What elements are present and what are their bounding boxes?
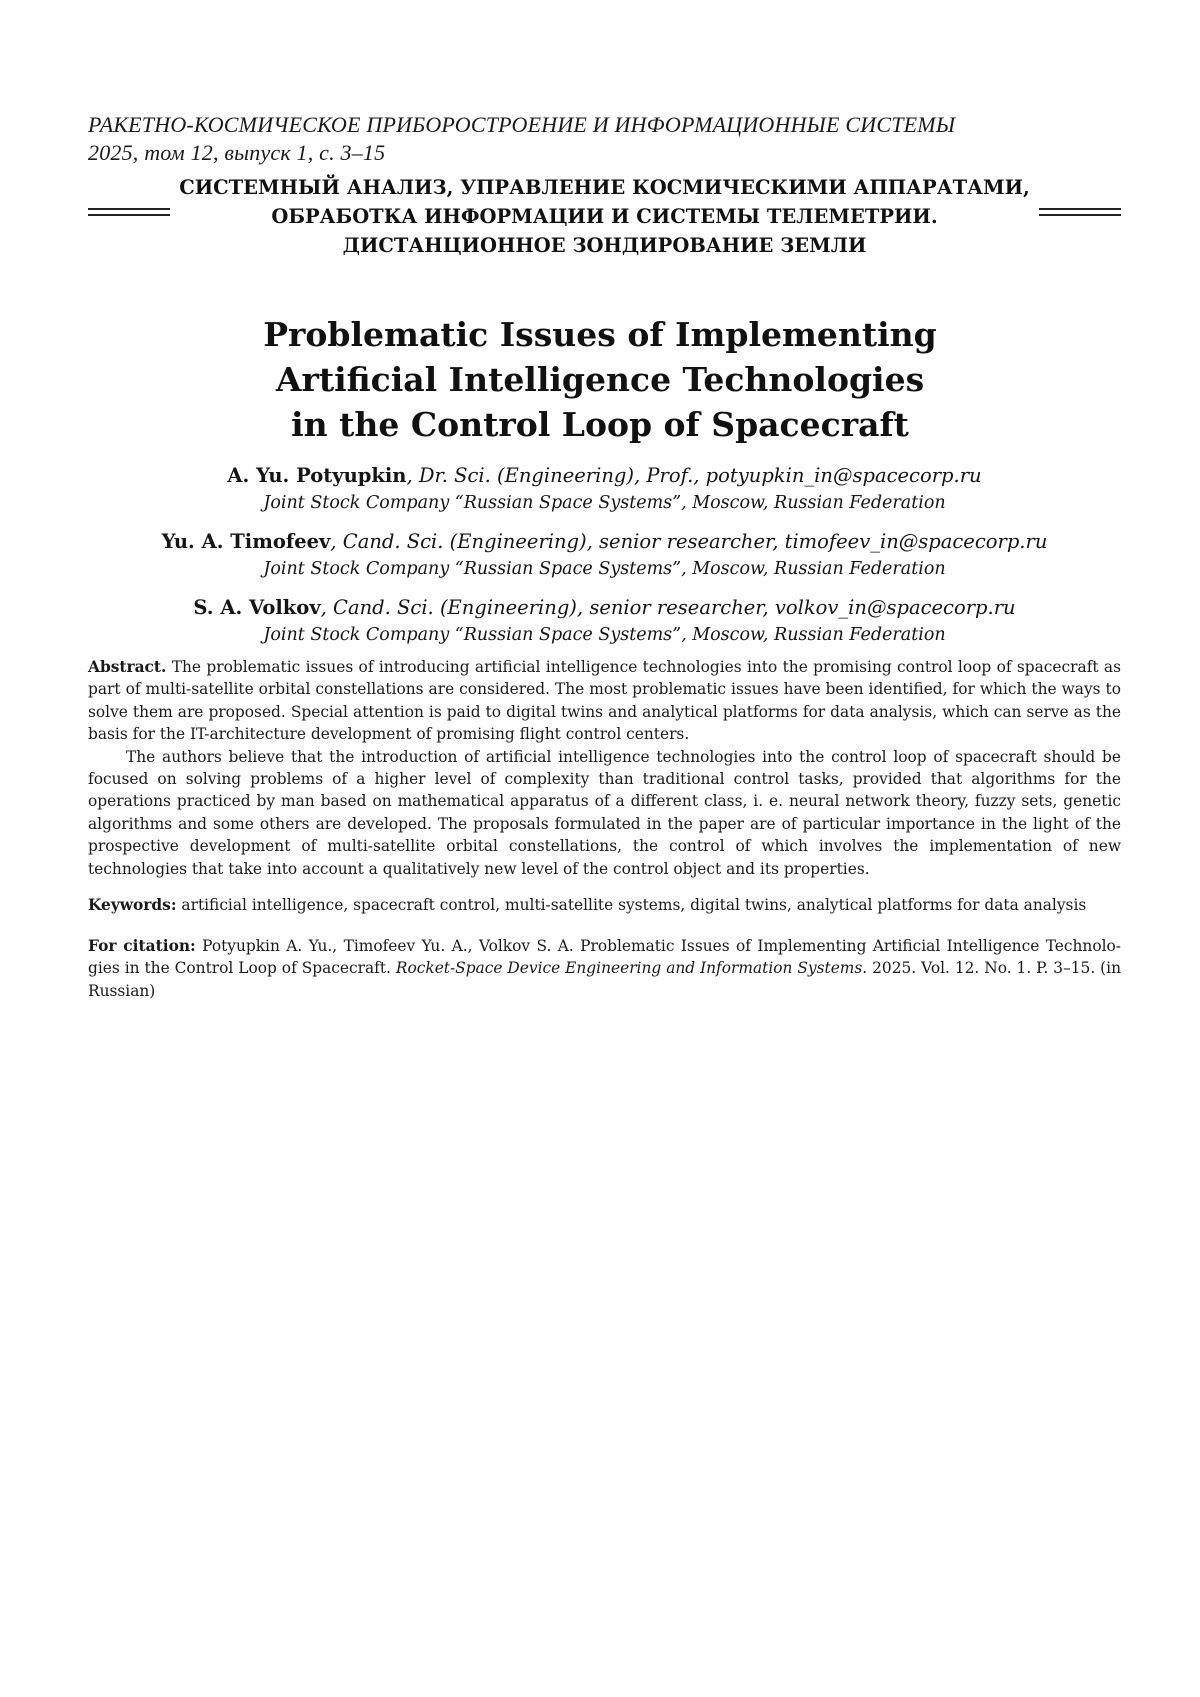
keywords-text: artificial intelligence, spacecraft control, multi-satellite systems, digital twins, analytical platforms for data analysis [176, 896, 1087, 914]
author-credentials: , Cand. Sci. (Engineering), senior researcher, timofeev_in@spacecorp.ru [330, 530, 1048, 553]
author-entry [88, 528, 1121, 582]
author-name: S. A. Volkov [193, 596, 321, 619]
citation-label: For citation: [88, 937, 196, 955]
author-line [88, 462, 1121, 490]
author-entry [88, 594, 1121, 648]
author-credentials: , Cand. Sci. (Engineering), senior researcher, volkov_in@spacecorp.ru [320, 596, 1016, 619]
double-rule-right [1039, 208, 1121, 216]
author-credentials: , Dr. Sci. (Engineering), Prof., potyupkin_in@spacecorp.ru [406, 464, 982, 487]
author-name: Yu. A. Timofeev [161, 530, 331, 553]
paper-title [160, 312, 1040, 447]
citation-details: . 2025. Vol. 12. No. 1. P. 3–15. (in Russian) [88, 959, 1121, 1000]
abstract-text: The problematic issues of introducing artificial intelligence technologies into the promising control loop of spacecraft as part of multi-satellite orbital constellations are considered. The most problematic issues have been identified, for which the ways to solve them are proposed. Special attention is paid to digital twins and analytical platforms for data analysis, which can serve as the basis for the IT-architecture development of promising flight control centers. [88, 658, 1121, 744]
abstract [88, 656, 1121, 880]
abstract-paragraph: The authors believe that the introduction of artificial intelligence technologies into the control loop of spacecraft should be focused on solving problems of a higher level of complexity than traditional control tasks, provided that algorithms for the operations practiced by man based on mathematical apparatus of a different class, i. e. neural network theory, fuzzy sets, genetic algorithms and some others are developed. The proposals formulated in the paper are of particular importance in the light of the prospective development of multi-satellite orbital constellations, the control of which involves the implementation of new technologies that take into account a qualitatively new level of the control object and its properties. [88, 747, 1121, 878]
title-line: in the Control Loop of Spacecraft [291, 405, 909, 444]
author-list [88, 462, 1121, 660]
section-heading-block [88, 173, 1121, 263]
journal-name: РАКЕТНО-КОСМИЧЕСКОЕ ПРИБОРОСТРОЕНИЕ И ИНФОРМАЦИОННЫЕ СИСТЕМЫ [88, 112, 956, 137]
abstract-paragraph [88, 656, 1121, 746]
title-line: Artificial Intelligence Technologies [275, 360, 925, 399]
section-heading [178, 173, 1031, 260]
author-line [88, 594, 1121, 622]
citation-text: Potyupkin A. Yu., Timofeev Yu. A., Volkov S. A. Problematic Issues of Implementing Artificial Intelligence Technologies in the Control Loop of Spacecraft. [88, 937, 1121, 978]
title-line: Problematic Issues of Implementing [263, 315, 937, 354]
author-line [88, 528, 1121, 556]
keywords-label: Keywords: [88, 896, 177, 914]
journal-issue: 2025, том 12, выпуск 1, с. 3–15 [88, 140, 386, 165]
author-entry [88, 462, 1121, 516]
keywords [88, 894, 1121, 916]
citation [88, 935, 1121, 1002]
section-heading-line: ОБРАБОТКА ИНФОРМАЦИИ И СИСТЕМЫ ТЕЛЕМЕТРИИ. [271, 205, 938, 228]
double-rule-left [88, 208, 170, 216]
abstract-label: Abstract. [88, 658, 167, 676]
author-name: A. Yu. Potyupkin [227, 464, 407, 487]
author-affiliation: Joint Stock Company “Russian Space Systems”, Moscow, Russian Federation [263, 559, 946, 579]
citation-journal: Rocket-Space Device Engineering and Information Systems [395, 959, 863, 978]
author-affiliation: Joint Stock Company “Russian Space Systems”, Moscow, Russian Federation [263, 625, 946, 645]
section-heading-line: ДИСТАНЦИОННОЕ ЗОНДИРОВАНИЕ ЗЕМЛИ [342, 234, 867, 257]
journal-header [88, 111, 955, 167]
author-affiliation: Joint Stock Company “Russian Space Systems”, Moscow, Russian Federation [263, 493, 946, 513]
section-heading-line: СИСТЕМНЫЙ АНАЛИЗ, УПРАВЛЕНИЕ КОСМИЧЕСКИМИ АППАРАТАМИ, [179, 176, 1030, 199]
